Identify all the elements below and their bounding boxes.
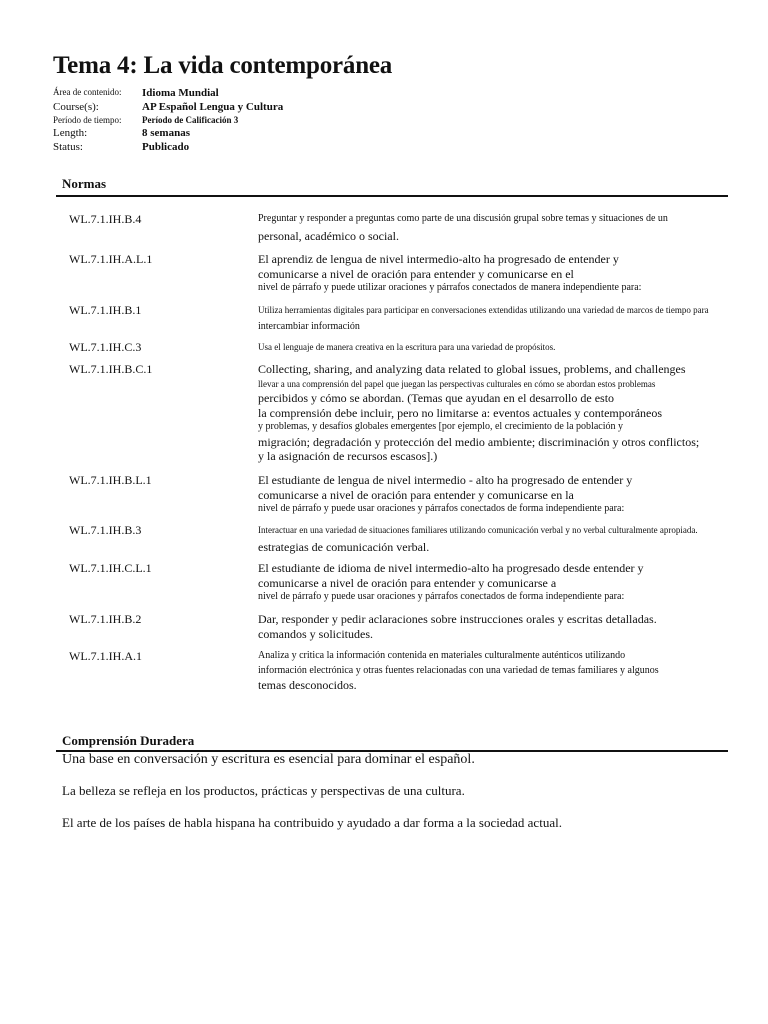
standard-line: Dar, responder y pedir aclaraciones sobre instrucciones orales y escritas detalladas.	[258, 612, 657, 626]
standard-description	[258, 340, 728, 355]
standard-line: Utiliza herramientas digitales para participar en conversaciones extendidas utilizando una variedad de marcos de tiempo para	[258, 305, 709, 315]
standard-line: nivel de párrafo y puede utilizar oraciones y párrafos conectados de manera independiente para:	[258, 282, 642, 293]
standard-line: personal, académico o social.	[258, 228, 399, 243]
standard-description	[258, 362, 728, 464]
enduring-item: Una base en conversación y escritura es esencial para dominar el español.	[62, 752, 475, 767]
standard-code: WL.7.1.IH.A.1	[69, 649, 142, 663]
standard-code: WL.7.1.IH.C.L.1	[69, 561, 152, 575]
meta-value: AP Español Lengua y Cultura	[142, 101, 284, 113]
standard-description	[258, 303, 728, 334]
meta-value: 8 semanas	[142, 127, 190, 139]
standard-line: comandos y solicitudes.	[258, 626, 373, 641]
meta-value: Publicado	[142, 141, 190, 153]
standard-code: WL.7.1.IH.C.3	[69, 340, 142, 354]
standard-line: Analiza y critica la información contenida en materiales culturalmente auténticos utilizando	[258, 650, 626, 661]
meta-row-courses	[53, 101, 453, 115]
standard-line: Preguntar y responder a preguntas como parte de una discusión grupal sobre temas y situaciones de un	[258, 213, 668, 224]
standard-line: intercambiar información	[258, 320, 360, 332]
meta-label: Área de contenido:	[53, 87, 122, 97]
standard-line: información electrónica y otras fuentes relacionadas con una variedad de temas familiares y algunos	[258, 664, 659, 676]
standard-code: WL.7.1.IH.B.3	[69, 523, 142, 537]
meta-label: Período de tiempo:	[53, 115, 122, 125]
enduring-item: La belleza se refleja en los productos, prácticas y perspectivas de una cultura.	[62, 783, 465, 798]
standard-code: WL.7.1.IH.B.L.1	[69, 473, 152, 487]
standard-description	[258, 612, 728, 641]
standard-code: WL.7.1.IH.B.1	[69, 303, 142, 317]
standard-description	[258, 252, 728, 296]
standard-line: El estudiante de idioma de nivel intermedio-alto ha progresado desde entender y	[258, 561, 644, 575]
standard-line: El aprendiz de lengua de nivel intermedio-alto ha progresado de entender y	[258, 252, 619, 266]
meta-value: Período de Calificación 3	[142, 115, 239, 125]
standard-line: nivel de párrafo y puede usar oraciones y párrafos conectados de forma independiente para:	[258, 503, 625, 514]
standard-line: estrategias de comunicación verbal.	[258, 539, 430, 554]
standard-description	[258, 523, 728, 554]
standard-code: WL.7.1.IH.B.4	[69, 212, 142, 226]
standard-code: WL.7.1.IH.A.L.1	[69, 252, 153, 266]
meta-label: Status:	[53, 141, 83, 153]
standard-line: Usa el lenguaje de manera creativa en la escritura para una variedad de propósitos.	[258, 342, 556, 352]
standard-line: la comprensión debe incluir, pero no limitarse a: eventos actuales y contemporáneos	[258, 405, 663, 420]
standard-line: nivel de párrafo y puede usar oraciones y párrafos conectados de forma independiente para:	[258, 591, 625, 602]
metadata-block	[53, 87, 453, 155]
enduring-item: El arte de los países de habla hispana ha contribuido y ayudado a dar forma a la sociedad actual.	[62, 815, 562, 830]
standard-line: El estudiante de lengua de nivel intermedio - alto ha progresado de entender y	[258, 473, 633, 487]
meta-label: Course(s):	[53, 101, 99, 113]
standard-line: comunicarse a nivel de oración para entender y comunicarse a	[258, 575, 557, 590]
meta-label: Length:	[53, 127, 88, 139]
meta-value: Idioma Mundial	[142, 87, 219, 99]
standard-line: migración; degradación y protección del medio ambiente; discriminación y otros conflictos;	[258, 434, 700, 449]
standard-line: Interactuar en una variedad de situaciones familiares utilizando comunicación verbal y no verbal culturalmente apropiada.	[258, 525, 698, 535]
standard-line: percibidos y cómo se abordan. (Temas que ayudan en el desarrollo de esto	[258, 391, 615, 405]
meta-row-length	[53, 127, 453, 141]
standard-code: WL.7.1.IH.B.2	[69, 612, 142, 626]
standard-line: y problemas, y desafíos globales emergentes [por ejemplo, el crecimiento de la población y	[258, 421, 623, 432]
normas-heading: Normas	[56, 176, 728, 197]
standard-line: temas desconocidos.	[258, 678, 357, 692]
standard-line: llevar a una comprensión del papel que juegan las perspectivas culturales en cómo se abordan estos problemas	[258, 378, 656, 389]
standard-description	[258, 473, 728, 517]
comprension-heading: Comprensión Duradera	[56, 733, 728, 752]
standard-description	[258, 649, 728, 693]
standard-description	[258, 212, 728, 243]
meta-row-status	[53, 141, 453, 155]
standard-line: y la asignación de recursos escasos].)	[258, 449, 438, 463]
standard-description	[258, 561, 728, 605]
standard-line: comunicarse a nivel de oración para entender y comunicarse en el	[258, 266, 574, 281]
page-title: Tema 4: La vida contemporánea	[53, 52, 393, 79]
standard-line: comunicarse a nivel de oración para entender y comunicarse en la	[258, 487, 574, 502]
meta-row-content-area	[53, 87, 453, 101]
standard-line: Collecting, sharing, and analyzing data related to global issues, problems, and challenges	[258, 362, 686, 376]
meta-row-period	[53, 115, 453, 127]
standard-code: WL.7.1.IH.B.C.1	[69, 362, 153, 376]
